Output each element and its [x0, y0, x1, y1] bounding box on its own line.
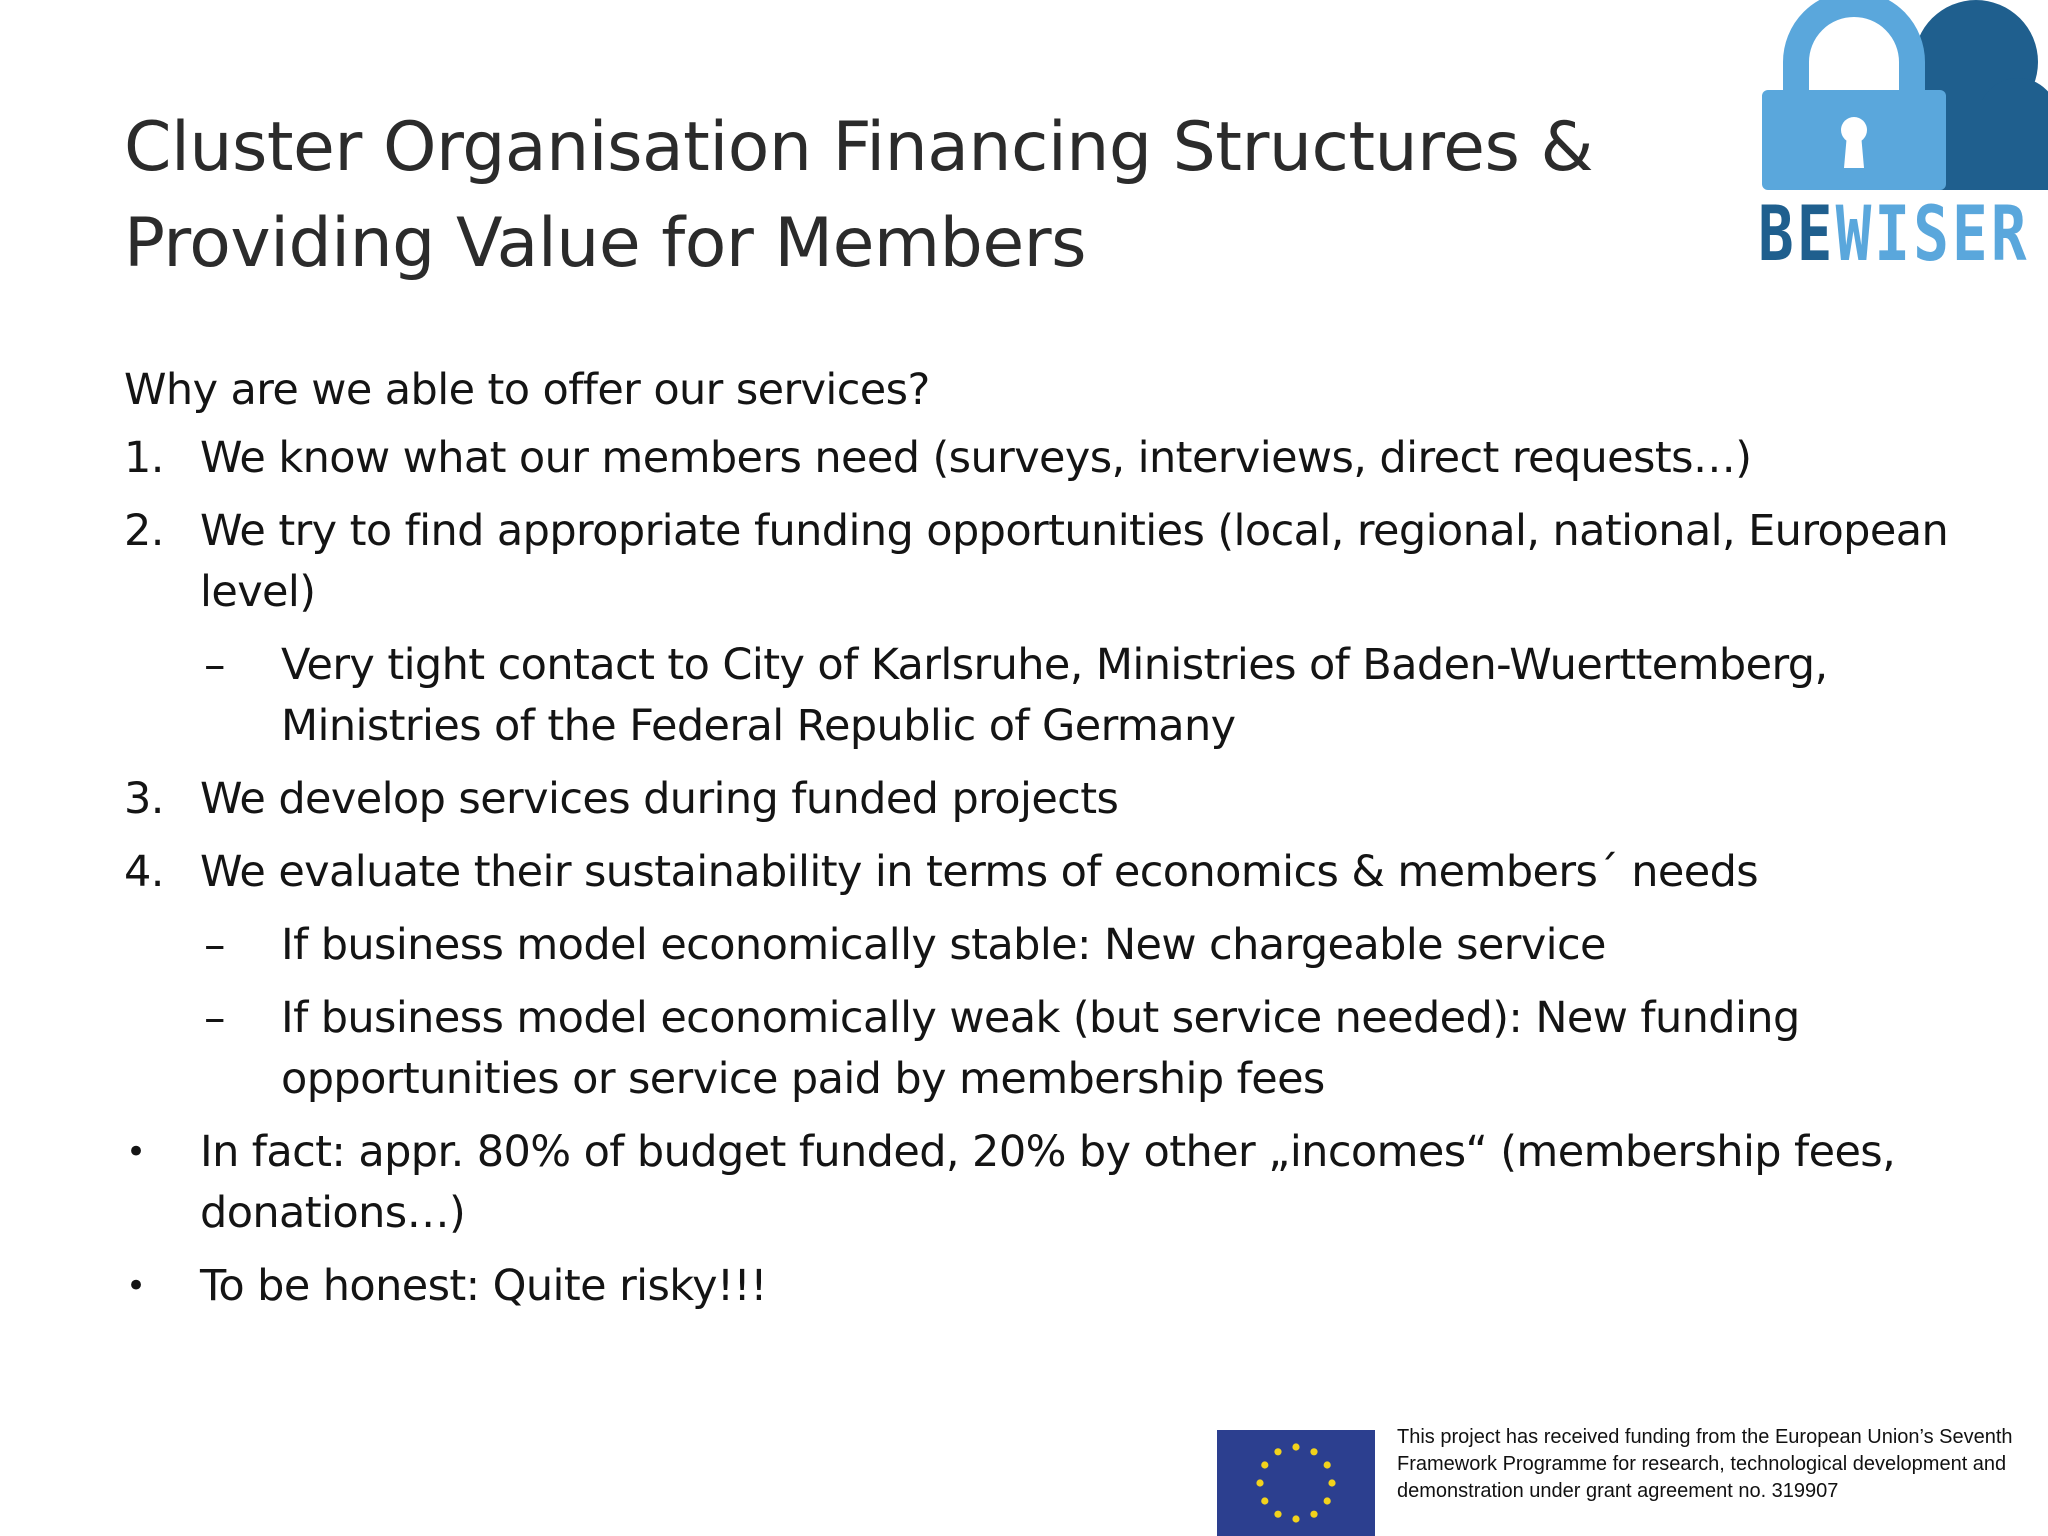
eu-star — [1328, 1479, 1335, 1486]
title-line-2: Providing Value for Members — [124, 204, 1087, 283]
sub-item-contacts — [124, 635, 2004, 757]
eu-star — [1292, 1443, 1299, 1450]
sub-item-stable — [124, 915, 2004, 976]
list-item-text: We evaluate their sustainability in terms of economics & members´ needs — [200, 847, 1759, 897]
list-item-text: We know what our members need (surveys, interviews, direct requests…) — [200, 433, 1752, 483]
list-item-3 — [124, 769, 2004, 830]
eu-star — [1292, 1515, 1299, 1522]
funding-notice: This project has received funding from the European Union’s Seventh Framework Programme for research, technological development and demonstration under grant agreement no. 319907 — [1397, 1426, 2013, 1502]
dash-marker: – — [204, 993, 225, 1043]
list-item-2 — [124, 501, 2004, 623]
eu-star — [1324, 1461, 1331, 1468]
bullet-marker: • — [126, 1266, 146, 1306]
list-marker: 4. — [124, 847, 164, 897]
eu-star — [1274, 1448, 1281, 1455]
eu-star — [1310, 1511, 1317, 1518]
bullet-marker: • — [126, 1132, 146, 1172]
logo-wordmark — [1758, 189, 2030, 278]
eu-star — [1261, 1497, 1268, 1504]
eu-star — [1274, 1511, 1281, 1518]
dash-marker: – — [204, 920, 225, 970]
list-marker: 3. — [124, 774, 164, 824]
bullet-item-risk — [124, 1256, 2004, 1317]
title-line-1: Cluster Organisation Financing Structures & — [124, 108, 1594, 187]
list-marker: 2. — [124, 506, 164, 556]
intro-text: Why are we able to offer our services? — [124, 365, 930, 415]
list-item-1 — [124, 428, 2004, 489]
eu-star — [1310, 1448, 1317, 1455]
sub-item-text: If business model economically weak (but service needed): New funding opportunities or service paid by membership fees — [281, 993, 1800, 1104]
eu-star — [1261, 1461, 1268, 1468]
slide-body — [124, 358, 2004, 1329]
eu-flag-icon — [1217, 1430, 1375, 1536]
eu-star — [1256, 1479, 1263, 1486]
eu-star — [1324, 1497, 1331, 1504]
bullet-item-text: In fact: appr. 80% of budget funded, 20% by other „incomes“ (membership fees, donations…) — [200, 1127, 1896, 1238]
slide-title — [124, 100, 1624, 292]
sub-item-weak — [124, 988, 2004, 1110]
list-item-4 — [124, 842, 2004, 903]
sub-item-text: Very tight contact to City of Karlsruhe, Ministries of Baden-Wuerttemberg, Ministries of the Federal Republic of Germany — [281, 640, 1828, 751]
sub-item-text: If business model economically stable: New chargeable service — [281, 920, 1606, 970]
list-item-text: We try to find appropriate funding opportunities (local, regional, national, European level) — [200, 506, 1949, 617]
bullet-item-budget — [124, 1122, 2004, 1244]
dash-marker: – — [204, 640, 225, 690]
list-item-text: We develop services during funded projects — [200, 774, 1119, 824]
logo-text-wiser: WISER — [1835, 189, 2030, 278]
bullet-item-text: To be honest: Quite risky!!! — [200, 1261, 767, 1311]
list-marker: 1. — [124, 433, 164, 483]
logo-text-be: BE — [1758, 189, 1836, 278]
